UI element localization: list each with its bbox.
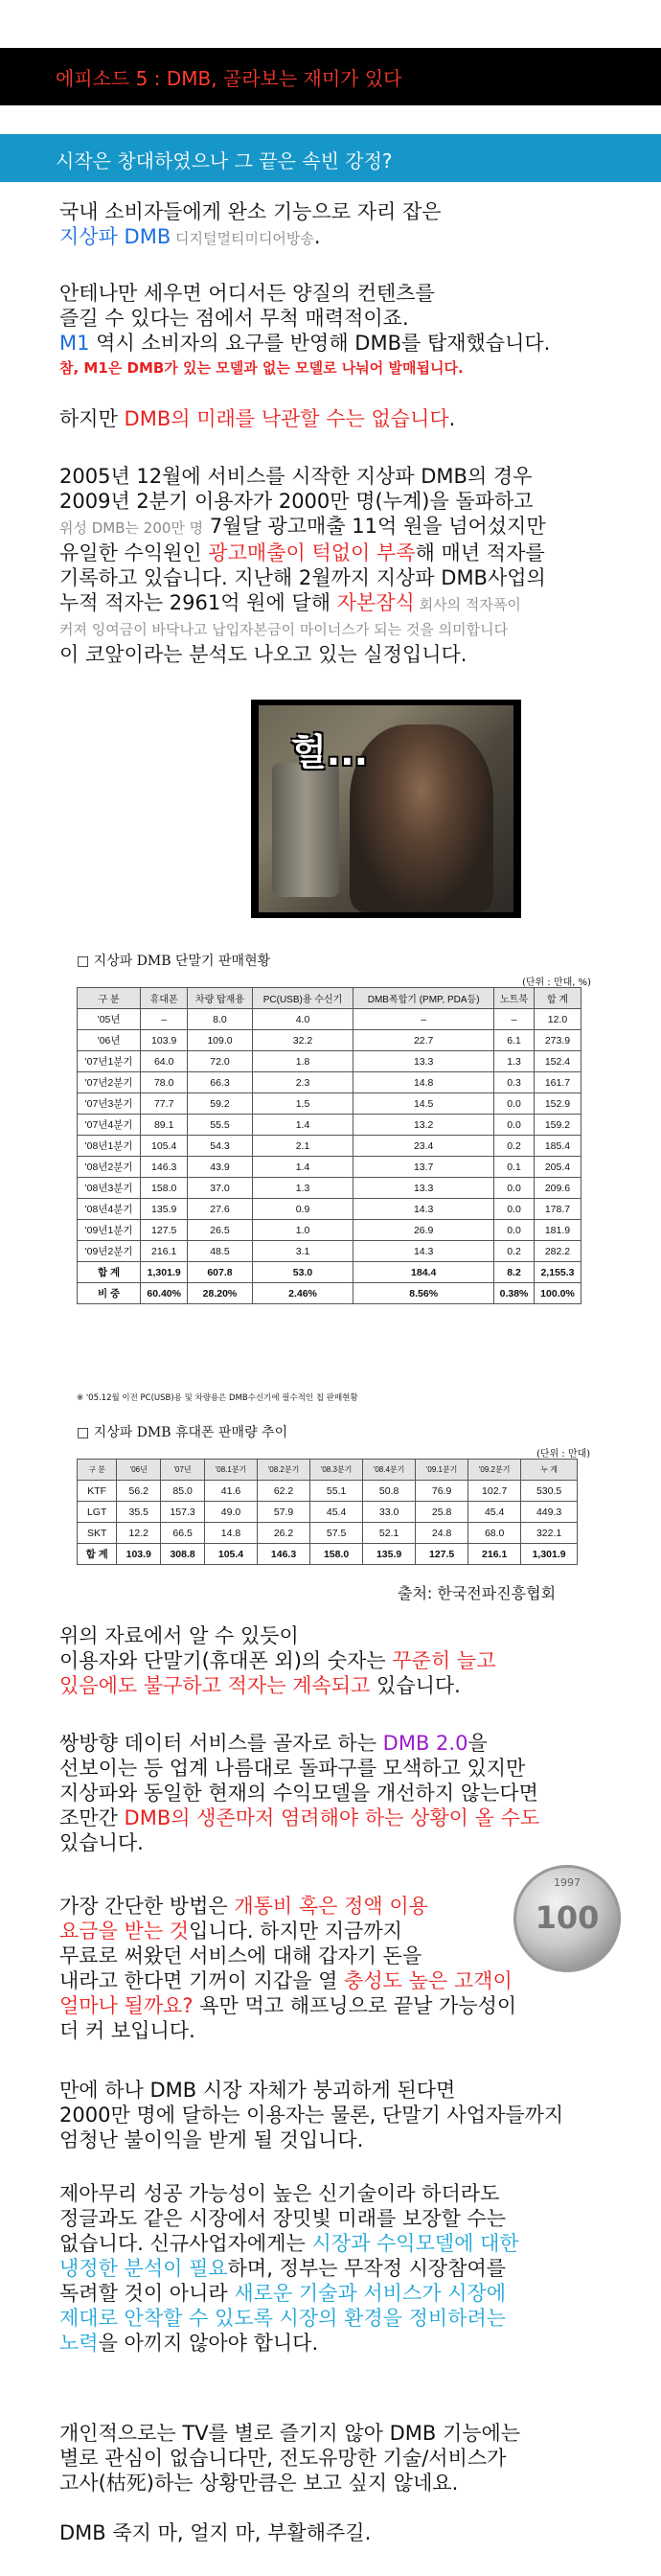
table-cell: 0.0 bbox=[494, 1115, 535, 1136]
table-cell: 43.9 bbox=[188, 1157, 253, 1178]
text-line: 이 코앞이라는 분석도 나오고 있는 실정입니다. bbox=[59, 643, 467, 666]
table-cell: 14.8 bbox=[205, 1523, 258, 1544]
table-cell: '09년2분기 bbox=[78, 1241, 141, 1262]
table-cell: 2,155.3 bbox=[534, 1262, 581, 1283]
table-cell: 159.2 bbox=[534, 1115, 581, 1136]
table-cell: 41.6 bbox=[205, 1481, 258, 1502]
table-cell: 6.1 bbox=[494, 1030, 535, 1051]
table-row bbox=[78, 1220, 581, 1241]
table-cell: 45.4 bbox=[468, 1502, 521, 1523]
table-cell: 102.7 bbox=[468, 1481, 521, 1502]
column-header: 누 계 bbox=[521, 1460, 578, 1481]
table-cell: 185.4 bbox=[534, 1136, 581, 1157]
intro-paragraph bbox=[59, 199, 634, 251]
paragraph-5 bbox=[59, 1623, 634, 1698]
text-line: 고사(枯死)하는 상황만큼은 보고 싶지 않네요. bbox=[59, 2472, 459, 2495]
photo-man bbox=[350, 724, 493, 912]
table-cell: 216.1 bbox=[141, 1241, 188, 1262]
column-header: 차량 탑재용 bbox=[188, 988, 253, 1009]
table-cell: 37.0 bbox=[188, 1178, 253, 1199]
table-cell: 1,301.9 bbox=[141, 1262, 188, 1283]
table-cell: 76.9 bbox=[416, 1481, 468, 1502]
highlight: 개통비 혹은 정액 이용 bbox=[234, 1895, 428, 1918]
table-cell: 0.3 bbox=[494, 1072, 535, 1093]
table-cell: 59.2 bbox=[188, 1093, 253, 1115]
table-cell: 0.2 bbox=[494, 1241, 535, 1262]
table-cell: 1.0 bbox=[252, 1220, 353, 1241]
text: . bbox=[313, 225, 321, 248]
meme-photo bbox=[251, 700, 521, 918]
paragraph-7 bbox=[59, 1894, 634, 2043]
table-cell: 78.0 bbox=[141, 1072, 188, 1093]
coin-value: 100 bbox=[535, 1899, 600, 1936]
table-cell: 0.0 bbox=[494, 1199, 535, 1220]
column-header: DMB폭합기 (PMP, PDA등) bbox=[353, 988, 494, 1009]
table-cell: 24.8 bbox=[416, 1523, 468, 1544]
table-cell: 209.6 bbox=[534, 1178, 581, 1199]
table-cell: 33.0 bbox=[363, 1502, 416, 1523]
table-cell: 152.4 bbox=[534, 1051, 581, 1072]
table-cell: 152.9 bbox=[534, 1093, 581, 1115]
text-line: 더 커 보입니다. bbox=[59, 2019, 195, 2042]
text: 하지만 bbox=[59, 407, 125, 430]
table-row bbox=[78, 1072, 581, 1093]
table-cell: 32.2 bbox=[252, 1030, 353, 1051]
table-row bbox=[78, 1136, 581, 1157]
table-cell: 52.1 bbox=[363, 1523, 416, 1544]
table-cell: 56.2 bbox=[117, 1481, 161, 1502]
table-cell: 158.0 bbox=[141, 1178, 188, 1199]
text: 역시 소비자의 요구를 반영해 DMB를 탑재했습니다. bbox=[89, 332, 551, 355]
table-cell: KTF bbox=[78, 1481, 117, 1502]
table-row bbox=[78, 1241, 581, 1262]
table-cell: 14.8 bbox=[353, 1072, 494, 1093]
table-row bbox=[78, 1199, 581, 1220]
table-cell: '08년3분기 bbox=[78, 1178, 141, 1199]
table-cell: 53.0 bbox=[252, 1262, 353, 1283]
table-row bbox=[78, 1544, 578, 1565]
highlight: DMB의 생존마저 염려해야 하는 상황이 올 수도 bbox=[124, 1806, 540, 1829]
table-cell: '08년1분기 bbox=[78, 1136, 141, 1157]
table-row bbox=[78, 1030, 581, 1051]
table-cell: '07년3분기 bbox=[78, 1093, 141, 1115]
column-header: 구 분 bbox=[78, 988, 141, 1009]
text: 내라고 한다면 기꺼이 지갑을 열 bbox=[59, 1969, 345, 1992]
table-cell: 66.3 bbox=[188, 1072, 253, 1093]
photo-drum bbox=[272, 763, 339, 897]
column-header: '09.1분기 bbox=[416, 1460, 468, 1481]
table-cell: 100.0% bbox=[534, 1283, 581, 1304]
annotation-line: 커져 잉여금이 바닥나고 납입자본금이 마이너스가 되는 것을 의미합니다 bbox=[59, 621, 509, 638]
table-cell: 0.38% bbox=[494, 1283, 535, 1304]
episode-banner bbox=[0, 48, 661, 105]
table-cell: 1,301.9 bbox=[521, 1544, 578, 1565]
sales-table bbox=[77, 987, 581, 1304]
highlight: 자본잠식 bbox=[336, 591, 415, 614]
column-header: '08.1분기 bbox=[205, 1460, 258, 1481]
text-line: 엄청난 불이익을 받게 될 것입니다. bbox=[59, 2128, 364, 2151]
table-cell: 27.6 bbox=[188, 1199, 253, 1220]
table-cell: 85.0 bbox=[161, 1481, 205, 1502]
table-row bbox=[78, 1481, 578, 1502]
table-row bbox=[78, 1157, 581, 1178]
table-cell: LGT bbox=[78, 1502, 117, 1523]
table-cell: 13.3 bbox=[353, 1178, 494, 1199]
highlight: 얼마나 될까요? bbox=[59, 1994, 194, 2017]
highlight: 광고매출이 턱없이 부족 bbox=[208, 541, 416, 564]
text: 욕만 먹고 해프닝으로 끝날 가능성이 bbox=[193, 1994, 517, 2017]
highlight: DMB 2.0 bbox=[382, 1732, 468, 1755]
section-title: 시작은 창대하였으나 그 끝은 속빈 강정? bbox=[56, 150, 393, 172]
table-cell: '08년4분기 bbox=[78, 1199, 141, 1220]
table-cell: 72.0 bbox=[188, 1051, 253, 1072]
table-cell: 77.7 bbox=[141, 1093, 188, 1115]
table-cell: 322.1 bbox=[521, 1523, 578, 1544]
table-cell: 2.3 bbox=[252, 1072, 353, 1093]
table-cell: 105.4 bbox=[141, 1136, 188, 1157]
table1-title: □ 지상파 DMB 단말기 판매현황 bbox=[77, 954, 271, 969]
table-cell: 비 중 bbox=[78, 1283, 141, 1304]
table-cell: 607.8 bbox=[188, 1262, 253, 1283]
paragraph-6 bbox=[59, 1731, 634, 1855]
column-header: PC(USB)용 수신기 bbox=[252, 988, 353, 1009]
table-cell: 26.5 bbox=[188, 1220, 253, 1241]
table-cell: 205.4 bbox=[534, 1157, 581, 1178]
closing-line: DMB 죽지 마, 얼지 마, 부활해주길. bbox=[59, 2521, 372, 2544]
table-row bbox=[78, 1178, 581, 1199]
table-cell: 0.0 bbox=[494, 1178, 535, 1199]
text-line: 별로 관심이 없습니다만, 전도유망한 기술/서비스가 bbox=[59, 2447, 507, 2470]
table-cell: 12.0 bbox=[534, 1009, 581, 1030]
table-cell: 135.9 bbox=[141, 1199, 188, 1220]
annotation: 위성 DMB는 200만 명 bbox=[59, 519, 204, 537]
table-cell: 273.9 bbox=[534, 1030, 581, 1051]
table-cell: 55.5 bbox=[188, 1115, 253, 1136]
table-cell: 55.1 bbox=[310, 1481, 363, 1502]
text-line: 무료로 써왔던 서비스에 대해 갑자기 돈을 bbox=[59, 1944, 422, 1967]
table-cell: 45.4 bbox=[310, 1502, 363, 1523]
text-line: 제아무리 성공 가능성이 높은 신기술이라 하더라도 bbox=[59, 2182, 500, 2205]
table-cell: 181.9 bbox=[534, 1220, 581, 1241]
table-cell: 1.3 bbox=[252, 1178, 353, 1199]
text: 누적 적자는 2961억 원에 달해 bbox=[59, 591, 337, 614]
table-cell: '07년4분기 bbox=[78, 1115, 141, 1136]
text-line: 즐길 수 있다는 점에서 무척 매력적이죠. bbox=[59, 307, 409, 330]
highlight: 있음에도 불구하고 적자는 계속되고 bbox=[59, 1674, 371, 1697]
table-cell: 합 계 bbox=[78, 1262, 141, 1283]
table-cell: 89.1 bbox=[141, 1115, 188, 1136]
table-cell: 64.0 bbox=[141, 1051, 188, 1072]
paragraph-10 bbox=[59, 2421, 634, 2496]
table-cell: 23.4 bbox=[353, 1136, 494, 1157]
text: 유일한 수익원인 bbox=[59, 541, 209, 564]
phone-sales-table bbox=[77, 1459, 578, 1565]
table-cell: 135.9 bbox=[363, 1544, 416, 1565]
paragraph-2 bbox=[59, 281, 634, 380]
table-cell: 14.3 bbox=[353, 1241, 494, 1262]
section-banner bbox=[0, 134, 661, 182]
table-row bbox=[78, 1115, 581, 1136]
text: 쌍방향 데이터 서비스를 골자로 하는 bbox=[59, 1732, 383, 1755]
table-cell: 8.56% bbox=[353, 1283, 494, 1304]
table-cell: 49.0 bbox=[205, 1502, 258, 1523]
table-cell: 60.40% bbox=[141, 1283, 188, 1304]
source-credit: 출처: 한국전파진흥협회 bbox=[398, 1584, 557, 1602]
table-cell: 184.4 bbox=[353, 1262, 494, 1283]
table-cell: 50.8 bbox=[363, 1481, 416, 1502]
table-cell: 4.0 bbox=[252, 1009, 353, 1030]
highlight: 지상파 DMB bbox=[59, 225, 171, 248]
coin-year: 1997 bbox=[554, 1876, 581, 1889]
text: 7월달 광고매출 11억 원을 넘어섰지만 bbox=[203, 515, 546, 538]
table-row bbox=[78, 1093, 581, 1115]
text-line: 만에 하나 DMB 시장 자체가 붕괴하게 된다면 bbox=[59, 2079, 456, 2102]
table-cell: '07년1분기 bbox=[78, 1051, 141, 1072]
table-cell: 0.1 bbox=[494, 1157, 535, 1178]
highlight: 냉정한 분석이 필요 bbox=[59, 2257, 228, 2280]
paragraph-8 bbox=[59, 2078, 634, 2152]
table-cell: '08년2분기 bbox=[78, 1157, 141, 1178]
text-line: 기록하고 있습니다. 지난해 2월까지 지상파 DMB사업의 bbox=[59, 566, 546, 589]
text-line: 개인적으로는 TV를 별로 즐기지 않아 DMB 기능에는 bbox=[59, 2422, 521, 2445]
table-row bbox=[78, 1262, 581, 1283]
table-cell: 127.5 bbox=[141, 1220, 188, 1241]
table-cell: 282.2 bbox=[534, 1241, 581, 1262]
text: 이용자와 단말기(휴대폰 외)의 숫자는 bbox=[59, 1649, 393, 1672]
column-header: '08.4분기 bbox=[363, 1460, 416, 1481]
table-cell: 103.9 bbox=[141, 1030, 188, 1051]
table-cell: 합 계 bbox=[78, 1544, 117, 1565]
text-line: 안테나만 세우면 어디서든 양질의 컨텐츠를 bbox=[59, 282, 435, 305]
table-cell: 0.9 bbox=[252, 1199, 353, 1220]
text: 있습니다. bbox=[370, 1674, 461, 1697]
table-row bbox=[78, 1051, 581, 1072]
table-cell: 161.7 bbox=[534, 1072, 581, 1093]
highlight: 새로운 기술과 서비스가 시장에 bbox=[234, 2282, 507, 2305]
table-cell: 109.0 bbox=[188, 1030, 253, 1051]
text: 을 bbox=[467, 1732, 488, 1755]
table-cell: 68.0 bbox=[468, 1523, 521, 1544]
text: 하며, 정부는 무작정 시장참여를 bbox=[227, 2257, 507, 2280]
table2-unit: (단위 : 만대) bbox=[536, 1449, 591, 1460]
paragraph-9 bbox=[59, 2181, 634, 2356]
table-cell: '06년 bbox=[78, 1030, 141, 1051]
column-header: '08.2분기 bbox=[258, 1460, 310, 1481]
table-cell: – bbox=[494, 1009, 535, 1030]
table-cell: SKT bbox=[78, 1523, 117, 1544]
highlight: DMB의 미래를 낙관할 수는 없습니다 bbox=[124, 407, 449, 430]
table-cell: 0.0 bbox=[494, 1093, 535, 1115]
table-cell: '07년2분기 bbox=[78, 1072, 141, 1093]
table-cell: 13.3 bbox=[353, 1051, 494, 1072]
text: . bbox=[448, 407, 456, 430]
table-cell: 14.5 bbox=[353, 1093, 494, 1115]
text: 해 매년 적자를 bbox=[415, 541, 545, 564]
table-row bbox=[78, 1283, 581, 1304]
annotation: 회사의 적자폭이 bbox=[414, 596, 521, 613]
table-cell: 1.4 bbox=[252, 1157, 353, 1178]
text-line: 선보이는 등 업계 나름대로 돌파구를 모색하고 있지만 bbox=[59, 1757, 526, 1780]
episode-title: 에피소드 5 : DMB, 골라보는 재미가 있다 bbox=[56, 67, 402, 90]
table-cell: 26.9 bbox=[353, 1220, 494, 1241]
annotation: 디지털멀티미디어방송 bbox=[171, 230, 314, 247]
text-line: 2005년 12월에 서비스를 시작한 지상파 DMB의 경우 bbox=[59, 465, 533, 488]
table-cell: 0.0 bbox=[494, 1220, 535, 1241]
table-cell: '05년 bbox=[78, 1009, 141, 1030]
table-cell: 12.2 bbox=[117, 1523, 161, 1544]
table-cell: 25.8 bbox=[416, 1502, 468, 1523]
table-cell: 1.3 bbox=[494, 1051, 535, 1072]
table-cell: 1.5 bbox=[252, 1093, 353, 1115]
paragraph-3 bbox=[59, 406, 634, 431]
highlight: 꾸준히 늘고 bbox=[392, 1649, 496, 1672]
table-cell: 1.4 bbox=[252, 1115, 353, 1136]
table-cell: 35.5 bbox=[117, 1502, 161, 1523]
table-cell: 62.2 bbox=[258, 1481, 310, 1502]
table-row bbox=[78, 1523, 578, 1544]
table2-title: □ 지상파 DMB 휴대폰 판매량 추이 bbox=[77, 1425, 288, 1440]
table1-note: ※ '05.12월 이전 PC(USB)용 및 차량용은 DMB수신기에 필수적인 칩 판매현황 bbox=[77, 1393, 358, 1403]
text: 조만간 bbox=[59, 1806, 125, 1829]
table-cell: 28.20% bbox=[188, 1283, 253, 1304]
table-cell: '09년1분기 bbox=[78, 1220, 141, 1241]
column-header: '06년 bbox=[117, 1460, 161, 1481]
table-cell: 449.3 bbox=[521, 1502, 578, 1523]
table-cell: 8.2 bbox=[494, 1262, 535, 1283]
table-cell: 2.1 bbox=[252, 1136, 353, 1157]
table-cell: 530.5 bbox=[521, 1481, 578, 1502]
highlight: 요금을 받는 것 bbox=[59, 1920, 190, 1943]
photo-caption: 헐... bbox=[291, 731, 369, 773]
note-line: 참, M1은 DMB가 있는 모델과 없는 모델로 나눠어 발매됩니다. bbox=[59, 359, 464, 377]
highlight: M1 bbox=[59, 332, 90, 355]
table-cell: 127.5 bbox=[416, 1544, 468, 1565]
table-cell: 1.8 bbox=[252, 1051, 353, 1072]
column-header: 휴대폰 bbox=[141, 988, 188, 1009]
paragraph-4 bbox=[59, 464, 634, 667]
table-row bbox=[78, 1009, 581, 1030]
column-header: '09.2분기 bbox=[468, 1460, 521, 1481]
table-cell: 158.0 bbox=[310, 1544, 363, 1565]
table-cell: 308.8 bbox=[161, 1544, 205, 1565]
text: 가장 간단한 방법은 bbox=[59, 1895, 235, 1918]
text-line: 있습니다. bbox=[59, 1831, 144, 1854]
table-cell: 22.7 bbox=[353, 1030, 494, 1051]
table-cell: 13.7 bbox=[353, 1157, 494, 1178]
text: 없습니다. 신규사업자에게는 bbox=[59, 2232, 312, 2255]
table-cell: – bbox=[141, 1009, 188, 1030]
table-cell: 105.4 bbox=[205, 1544, 258, 1565]
column-header: '07년 bbox=[161, 1460, 205, 1481]
text: 입니다. 하지만 지금까지 bbox=[189, 1920, 402, 1943]
table-cell: 157.3 bbox=[161, 1502, 205, 1523]
table-cell: 14.3 bbox=[353, 1199, 494, 1220]
table-cell: 66.5 bbox=[161, 1523, 205, 1544]
column-header: 구 분 bbox=[78, 1460, 117, 1481]
highlight: 충성도 높은 고객이 bbox=[344, 1969, 513, 1992]
table-cell: 2.46% bbox=[252, 1283, 353, 1304]
table-cell: 216.1 bbox=[468, 1544, 521, 1565]
table1-unit: (단위 : 만대, %) bbox=[522, 978, 592, 988]
column-header: 합 계 bbox=[534, 988, 581, 1009]
table-cell: 146.3 bbox=[258, 1544, 310, 1565]
table-cell: 146.3 bbox=[141, 1157, 188, 1178]
table-cell: 48.5 bbox=[188, 1241, 253, 1262]
column-header: 노트북 bbox=[494, 988, 535, 1009]
highlight: 시장과 수익모델에 대한 bbox=[311, 2232, 519, 2255]
text: 독려할 것이 아니라 bbox=[59, 2282, 235, 2305]
table-cell: 13.2 bbox=[353, 1115, 494, 1136]
text-line: 국내 소비자들에게 완소 기능으로 자리 잡은 bbox=[59, 200, 442, 223]
text: 을 아끼지 않아야 합니다. bbox=[98, 2332, 319, 2355]
table-cell: 54.3 bbox=[188, 1136, 253, 1157]
text-line: 위의 자료에서 알 수 있듯이 bbox=[59, 1624, 299, 1647]
highlight: 노력 bbox=[59, 2332, 99, 2355]
text-line: 2000만 명에 달하는 이용자는 물론, 단말기 사업자들까지 bbox=[59, 2104, 564, 2127]
text-line: 지상파와 동일한 현재의 수익모델을 개선하지 않는다면 bbox=[59, 1782, 538, 1805]
table-cell: 178.7 bbox=[534, 1199, 581, 1220]
text-line: 2009년 2분기 이용자가 2000만 명(누계)을 돌파하고 bbox=[59, 490, 534, 513]
highlight: 제대로 안착할 수 있도록 시장의 환경을 정비하려는 bbox=[59, 2307, 507, 2330]
text-line: 정글과도 같은 시장에서 장밋빛 미래를 보장할 수는 bbox=[59, 2207, 507, 2230]
table-cell: 103.9 bbox=[117, 1544, 161, 1565]
table-cell: 0.2 bbox=[494, 1136, 535, 1157]
table-row bbox=[78, 1502, 578, 1523]
table-cell: 3.1 bbox=[252, 1241, 353, 1262]
table-cell: 26.2 bbox=[258, 1523, 310, 1544]
table-cell: 57.5 bbox=[310, 1523, 363, 1544]
table-cell: – bbox=[353, 1009, 494, 1030]
table-cell: 57.9 bbox=[258, 1502, 310, 1523]
column-header: '08.3분기 bbox=[310, 1460, 363, 1481]
table-cell: 8.0 bbox=[188, 1009, 253, 1030]
